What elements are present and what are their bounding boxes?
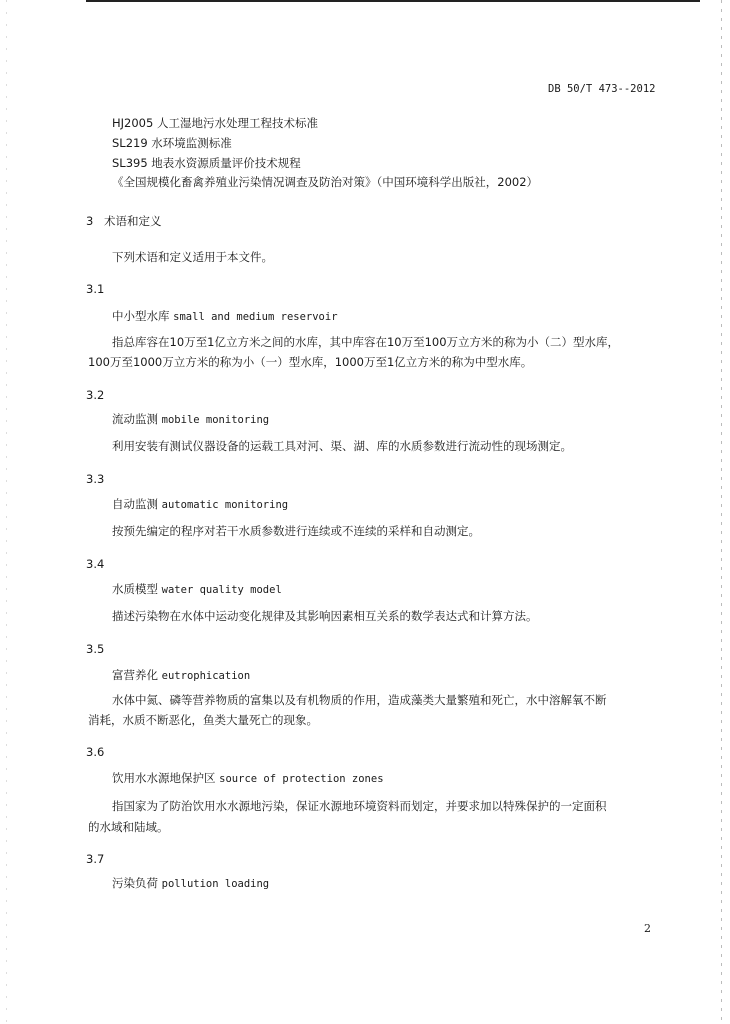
definition-line: 按预先编定的程序对若干水质参数进行连续或不连续的采样和自动测定。 [112,524,480,538]
term-english: mobile monitoring [161,414,270,426]
section-title: 术语和定义 [104,214,162,228]
page-number: 2 [644,922,651,935]
term-heading [112,497,288,512]
term-number: 3.3 [86,472,105,486]
term-number: 3.6 [86,745,105,759]
term-english: pollution loading [161,878,270,890]
term-number: 3.5 [86,642,105,656]
definition-line: 描述污染物在水体中运动变化规律及其影响因素相互关系的数学表达式和计算方法。 [112,609,538,623]
term-heading [112,876,269,891]
term-name: 自动监测 [112,497,158,511]
term-heading [112,771,384,786]
definition-line: 水体中氮、磷等营养物质的富集以及有机物质的作用，造成藻类大量繁殖和死亡，水中溶解氧不断 [112,693,607,707]
term-english: automatic monitoring [161,499,289,511]
term-english: small and medium reservoir [173,311,338,323]
scan-edge-left [6,0,7,1024]
definition-line: 指总库容在10万至1亿立方米之间的水库，其中库容在10万至100万立方米的称为小（二）型水库， [112,335,620,349]
reference-line: SL219 水环境监测标准 [112,136,232,150]
scan-edge-right [721,0,722,1024]
definition-line: 消耗，水质不断恶化，鱼类大量死亡的现象。 [88,713,318,727]
standard-code: DB 50/T 473--2012 [548,83,656,95]
section-number: 3 [86,214,94,228]
term-heading [112,309,338,324]
term-name: 富营养化 [112,668,158,682]
term-number: 3.1 [86,282,105,296]
reference-line: 《全国规模化畜禽养殖业污染情况调查及防治对策》（中国环境科学出版社，2002） [112,175,539,189]
term-name: 流动监测 [112,412,158,426]
term-name: 污染负荷 [112,876,158,890]
section-intro: 下列术语和定义适用于本文件。 [112,250,273,264]
term-heading [112,412,269,427]
definition-line: 的水域和陆域。 [88,820,169,834]
term-number: 3.4 [86,557,105,571]
term-name: 中小型水库 [112,309,170,323]
top-rule [86,0,700,2]
term-number: 3.2 [86,388,105,402]
term-heading [112,582,282,597]
term-english: source of protection zones [219,773,384,785]
term-english: water quality model [161,584,282,596]
term-name: 饮用水水源地保护区 [112,771,216,785]
reference-line: HJ2005 人工湿地污水处理工程技术标准 [112,116,318,130]
definition-line: 利用安装有测试仪器设备的运载工具对河、渠、湖、库的水质参数进行流动性的现场测定。 [112,439,572,453]
definition-line: 指国家为了防治饮用水水源地污染，保证水源地环境资料而划定，并要求加以特殊保护的一定面积 [112,799,607,813]
term-name: 水质模型 [112,582,158,596]
definition-line: 100万至1000万立方米的称为小（一）型水库，1000万至1亿立方米的称为中型水库。 [88,355,533,369]
term-number: 3.7 [86,852,105,866]
term-heading [112,668,250,683]
reference-line: SL395 地表水资源质量评价技术规程 [112,156,301,170]
term-english: eutrophication [161,670,251,682]
